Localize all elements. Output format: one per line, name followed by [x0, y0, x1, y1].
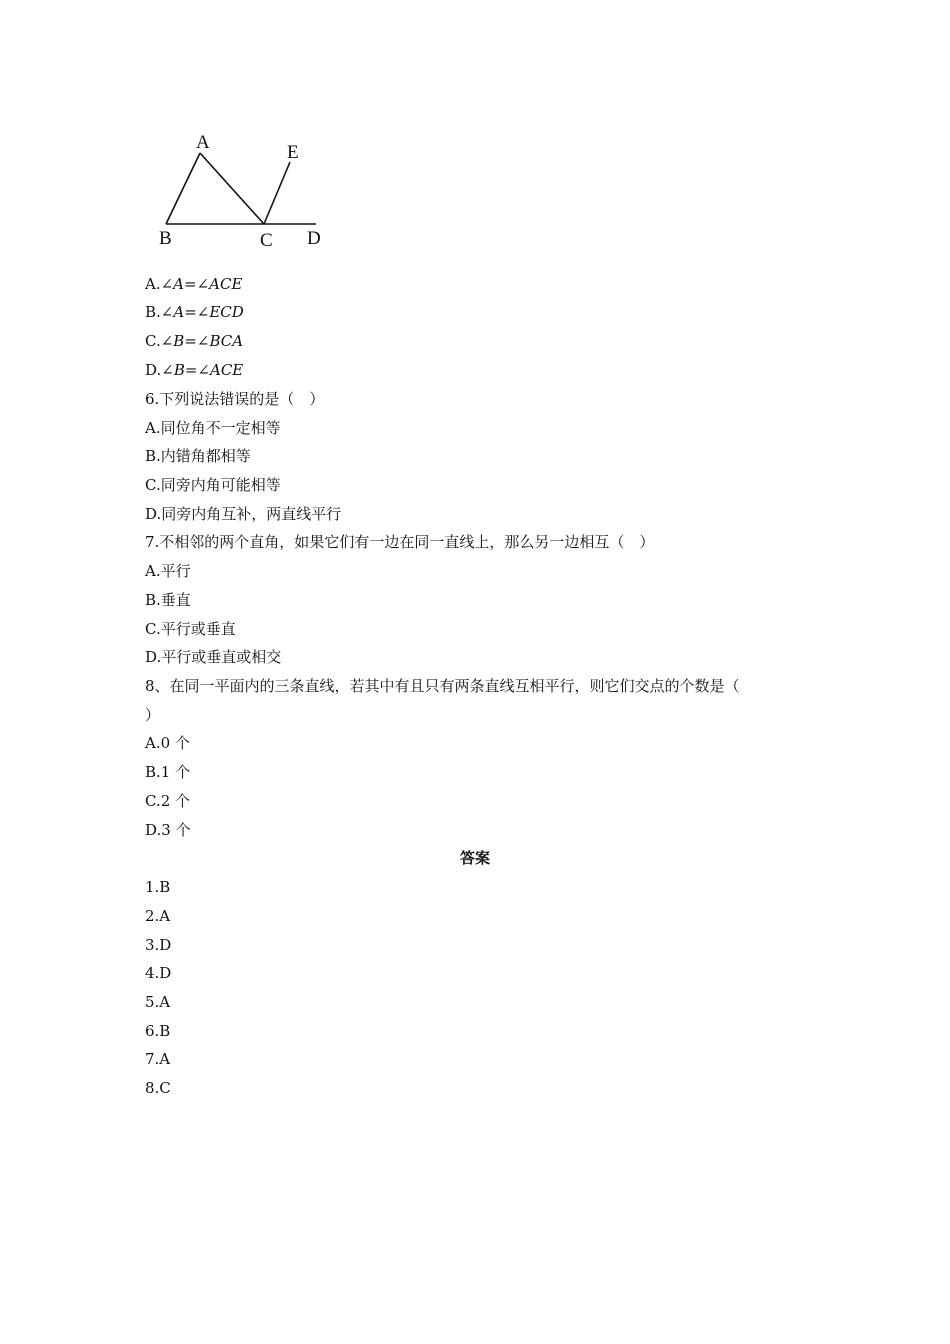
option-expr: ∠B=∠ACE: [161, 361, 244, 379]
answer-item-1: 1.B: [145, 878, 171, 896]
label-C: C: [260, 230, 273, 251]
option-expr: ∠B=∠BCA: [160, 332, 244, 350]
segment-AC: [200, 153, 264, 224]
q6-option-d: D.同旁内角互补，两直线平行: [145, 505, 342, 523]
option-prefix: C.: [145, 332, 161, 350]
q8-option-b: B.1 个: [145, 763, 191, 781]
label-A: A: [196, 132, 210, 153]
option-prefix: A.: [145, 275, 161, 293]
option-expr: ∠A=∠ECD: [160, 303, 244, 321]
answers-title: 答案: [459, 849, 490, 867]
answer-item-2: 2.A: [145, 907, 171, 925]
option-expr: ∠A=∠ACE: [160, 275, 243, 293]
q6-question: 6.下列说法错误的是（ ）: [145, 390, 325, 408]
q6-option-c: C.同旁内角可能相等: [145, 476, 281, 494]
answer-item-6: 6.B: [145, 1022, 171, 1040]
option-prefix: B.: [145, 303, 161, 321]
q5-option-c: [145, 331, 243, 351]
answer-item-4: 4.D: [145, 964, 172, 982]
answer-item-8: 8.C: [145, 1079, 171, 1097]
q8-question-line2: ）: [145, 706, 161, 724]
q8-question-line1: 8、在同一平面内的三条直线，若其中有且只有两条直线互相平行，则它们交点的个数是（: [145, 677, 740, 695]
option-prefix: D.: [145, 361, 162, 379]
label-E: E: [287, 142, 299, 163]
answer-item-5: 5.A: [145, 993, 171, 1011]
q6-option-a: A.同位角不一定相等: [145, 419, 281, 437]
q7-option-c: C.平行或垂直: [145, 620, 236, 638]
label-B: B: [159, 228, 172, 249]
q8-option-c: C.2 个: [145, 792, 191, 810]
triangle-diagram: [150, 128, 330, 253]
ray-CE: [264, 162, 290, 224]
answer-item-7: 7.A: [145, 1050, 171, 1068]
q7-question: 7.不相邻的两个直角，如果它们有一边在同一直线上，那么另一边相互（ ）: [145, 533, 655, 551]
q7-option-b: B.垂直: [145, 591, 191, 609]
q7-option-a: A.平行: [145, 562, 191, 580]
segment-AB: [166, 153, 200, 224]
q8-option-d: D.3 个: [145, 821, 191, 839]
q6-option-b: B.内错角都相等: [145, 447, 251, 465]
label-D: D: [307, 228, 321, 249]
q5-option-b: [145, 302, 244, 322]
geometry-figure: [150, 128, 330, 253]
q5-option-d: [145, 360, 243, 380]
q5-option-a: [145, 274, 242, 294]
answer-item-3: 3.D: [145, 936, 172, 954]
q7-option-d: D.平行或垂直或相交: [145, 648, 282, 666]
q8-option-a: A.0 个: [145, 734, 190, 752]
